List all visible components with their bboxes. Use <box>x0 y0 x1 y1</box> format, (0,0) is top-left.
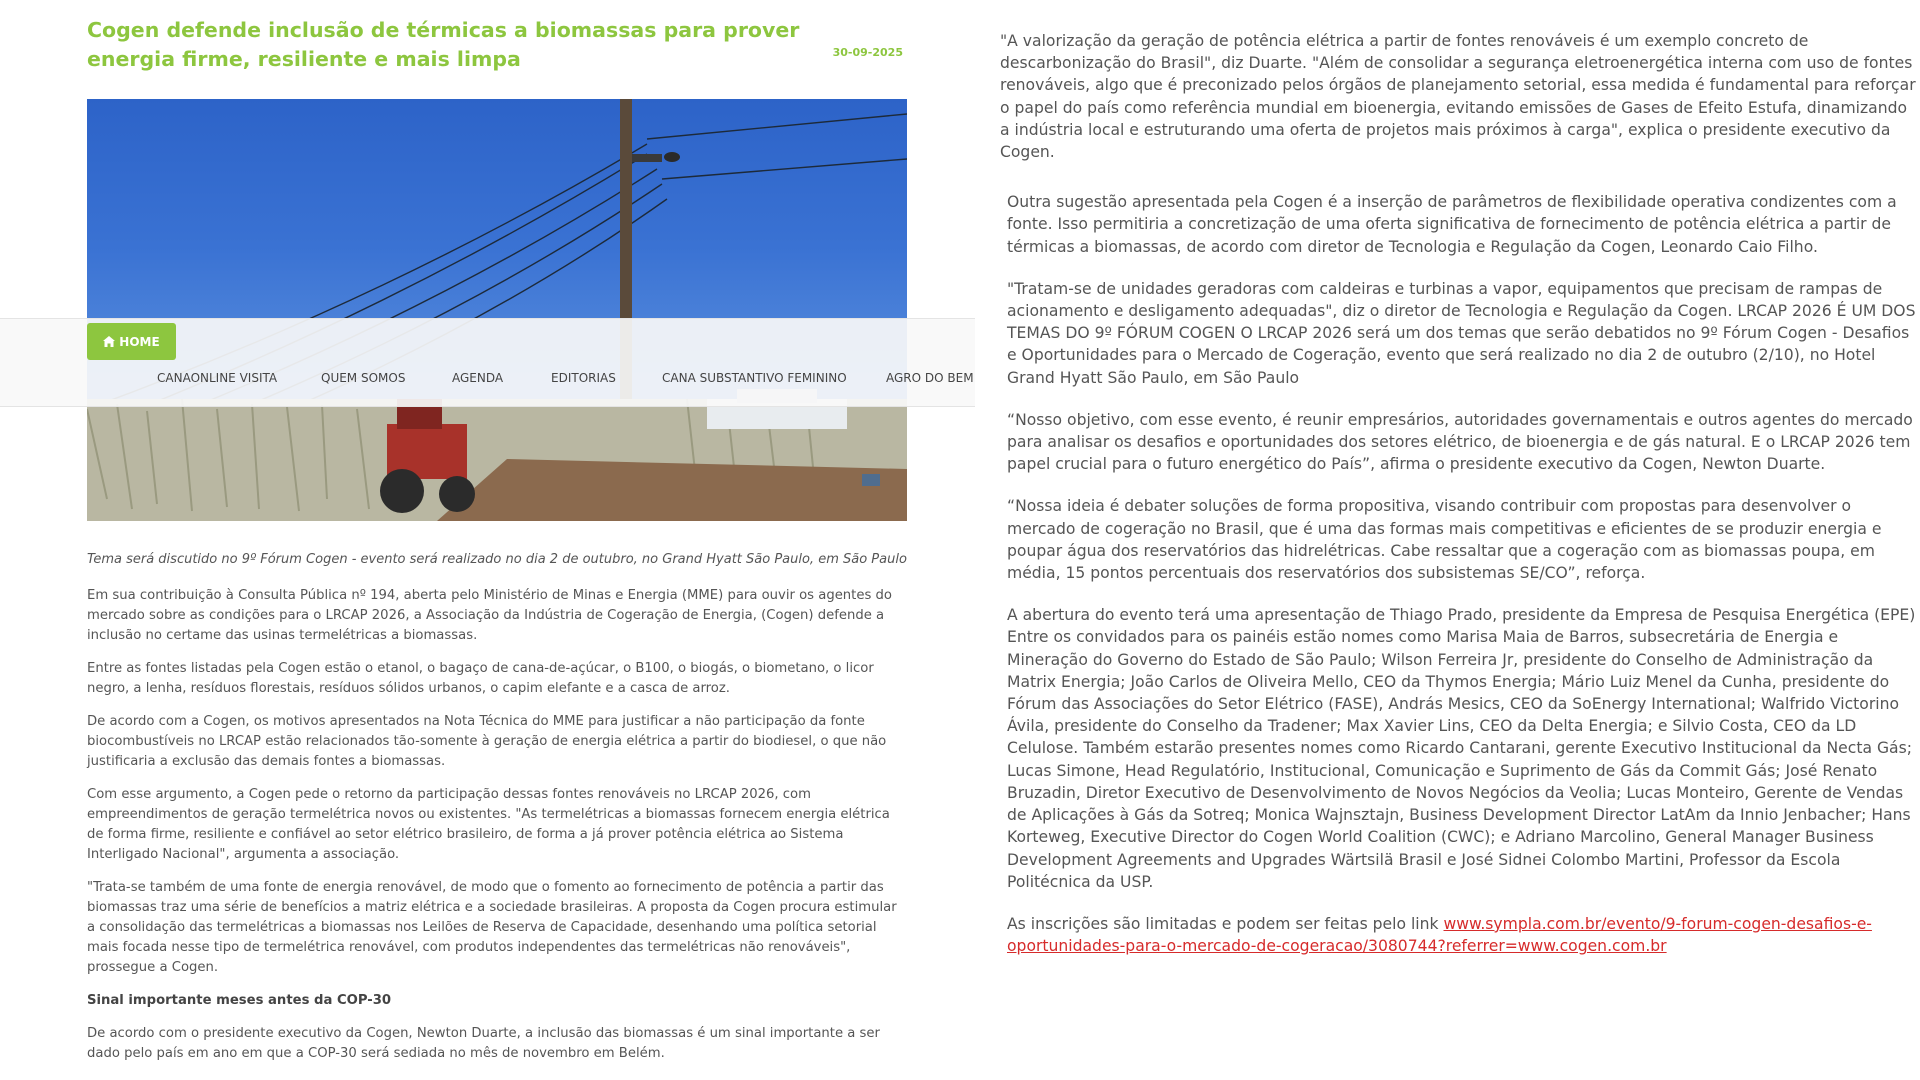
signup-paragraph <box>1007 913 1920 957</box>
home-icon <box>103 336 115 347</box>
continuation-paragraph: “Nosso objetivo, com esse evento, é reunir empresários, autoridades governamentais e outros agentes do mercado para analisar os desafios e oportunidades dos setores elétrico, de bioenergia e de gás natural. E o LRCAP 2026 tem papel crucial para o futuro energético do País”, afirma o presidente executivo da Cogen, Newton Duarte. <box>1007 410 1913 474</box>
quote-paragraph: "A valorização da geração de potência elétrica a partir de fontes renováveis é um exemplo concreto de descarbonização do Brasil", diz Duarte. "Além de consolidar a segurança eletroenergética interna com uso de fontes renováveis, algo que é preconizado pelos órgãos de planejamento setorial, essa medida é fundamental para reforçar o papel do país como referência mundial em bioenergia, evitando emissões de Gases de Efeito Estufa, dinamizando a indústria local e estruturando uma oferta de projetos mais próximos à carga", explica o presidente executivo da Cogen. <box>1000 32 1916 162</box>
continuation-block <box>1000 191 1920 957</box>
continuation-paragraph: “Nossa ideia é debater soluções de forma propositiva, visando contribuir com propostas para desenvolver o mercado de cogeração no Brasil, que é uma das formas mais competitivas e eficientes de se produzir energia e poupar água dos reservatórios das hidrelétricas. Cabe ressaltar que a cogeração com as biomassas poupa, em média, 15 pontos percentuais dos reservatórios dos subsistemas SE/CO”, reforça. <box>1007 497 1882 583</box>
photo-illustration <box>87 99 907 521</box>
article-paragraph: "Trata-se também de uma fonte de energia renovável, de modo que o fomento ao fornecimento de potência a partir das biomassas traz uma série de benefícios a matriz elétrica e a sociedade brasileiras. A proposta da Cogen procura estimular a consolidação das termelétricas a biomassas nos Leilões de Reserva de Capacidade, desenhando uma política setorial mais focada nesse tipo de termelétrica renovável, com produtos independentes das termelétricas não renováveis", prossegue a Cogen. <box>87 880 897 975</box>
article-paragraph: Entre as fontes listadas pela Cogen estão o etanol, o bagaço de cana-de-açúcar, o B100, o biogás, o biometano, o licor negro, a lenha, resíduos florestais, resíduos sólidos urbanos, o capim elefante e a casca de arroz. <box>87 661 874 696</box>
nav-item-editorias[interactable]: EDITORIAS <box>551 371 616 385</box>
continuation-paragraph: "Tratam-se de unidades geradoras com caldeiras e turbinas a vapor, equipamentos que precisam de rampas de acionamento e desligamento adequadas", diz o diretor de Tecnologia e Regulação da Cogen. LRCAP 2026 É UM DOS TEMAS DO 9º FÓRUM COGEN O LRCAP 2026 será um dos temas que serão debatidos no 9º Fórum Cogen - Desafios e Oportunidades para o Mercado de Cogeração, evento que será realizado no dia 2 de outubro (2/10), no Hotel Grand Hyatt São Paulo, em São Paulo <box>1007 279 1916 387</box>
article-continuation <box>1000 30 1920 977</box>
nav-item-quem-somos[interactable]: QUEM SOMOS <box>321 371 406 385</box>
main-navbar <box>0 318 975 407</box>
article-paragraph: Com esse argumento, a Cogen pede o retorno da participação dessas fontes renováveis no LRCAP 2026, com empreendimentos de geração termelétrica novos ou existentes. "As termelétricas a biomassas fornecem energia elétrica de forma firme, resiliente e confiável ao setor elétrico brasileiro, de forma a já prover potência elétrica ao Sistema Interligado Nacional", argumenta a associação. <box>87 787 890 862</box>
article-date: 30-09-2025 <box>832 46 903 59</box>
signup-text: As inscrições são limitadas e podem ser feitas pelo link <box>1007 914 1444 933</box>
photo-caption: Tema será discutido no 9º Fórum Cogen - evento será realizado no dia 2 de outubro, no Grand Hyatt São Paulo, em São Paulo <box>87 552 907 567</box>
nav-item-canaonline-visita[interactable]: CANAONLINE VISITA <box>157 371 278 385</box>
nav-item-agro-do-bem[interactable]: AGRO DO BEM <box>886 371 974 385</box>
article-body <box>87 586 907 1077</box>
article-paragraph: De acordo com a Cogen, os motivos apresentados na Nota Técnica do MME para justificar a não participação da fonte biocombustíveis no LRCAP estão relacionados tão-somente à geração de energia elétrica a partir do biodiesel, o que não justificaria a exclusão das demais fontes a biomassas. <box>87 714 887 769</box>
article-photo <box>87 99 907 521</box>
home-button-label: HOME <box>119 334 160 349</box>
continuation-paragraph: Outra sugestão apresentada pela Cogen é a inserção de parâmetros de flexibilidade operativa condizentes com a fonte. Isso permitiria a concretização de uma oferta significativa de fornecimento de potência elétrica a partir de térmicas a biomassas, de acordo com diretor de Tecnologia e Regulação da Cogen, Leonardo Caio Filho. <box>1007 193 1897 256</box>
home-button[interactable] <box>87 323 176 360</box>
article-paragraph: De acordo com o presidente executivo da Cogen, Newton Duarte, a inclusão das biomassas é um sinal importante a ser dado pelo país em ano em que a COP-30 será sediada no mês de novembro em Belém. <box>87 1026 880 1061</box>
nav-menu <box>0 371 975 397</box>
continuation-paragraph: A abertura do evento terá uma apresentação de Thiago Prado, presidente da Empresa de Pesquisa Energética (EPE) Entre os convidados para os painéis estão nomes como Marisa Maia de Barros, subsecretária de Energia e Mineração do Governo do Estado de São Paulo; Wilson Ferreira Jr, presidente do Conselho de Administração da Matrix Energia; João Carlos de Oliveira Mello, CEO da Thymos Energia; Mário Luiz Menel da Cunha, presidente do Fórum das Associações do Setor Elétrico (FASE), András Mesics, CEO da SoEnergy International; Walfrido Victorino Ávila, presidente do Conselho da Tradener; Max Xavier Lins, CEO da Delta Energia; e Silvio Costa, CEO da LD Celulose. Também estarão presentes nomes como Ricardo Cantarani, gerente Executivo Institucional da Necta Gás; Lucas Simone, Head Regulatório, Institucional, Comunicação e Suprimento de Gás da Commit Gás; José Renato Bruzadin, Diretor Executivo de Desenvolvimento de Novos Negócios da Veolia; Lucas Monteiro, Gerente de Vendas de Aplicações à Gás da Sotreq; Monica Wajnsztajn, Business Development Director LatAm da Innio Jenbacher; Hans Korteweg, Executive Director do Cogen World Coalition (CWC); e Adriano Marcolino, General Manager Business Development Agreements and Upgrades Wärtsilä Brasil e José Sidnei Colombo Martini, Professor da Escola Politécnica da USP. <box>1007 606 1916 891</box>
article-paragraph: Em sua contribuição à Consulta Pública nº 194, aberta pelo Ministério de Minas e Energia (MME) para ouvir os agentes do mercado sobre as condições para o LRCAP 2026, a Associação da Indústria de Cogeração de Energia, (Cogen) defende a inclusão no certame das usinas termelétricas a biomassas. <box>87 588 892 643</box>
signup-link[interactable]: www.sympla.com.br/evento/9-forum-cogen-desafios-e-oportunidades-para-o-mercado-de-cogeracao/3080744?referrer=www.cogen.com.br <box>1007 914 1872 956</box>
nav-item-agenda[interactable]: AGENDA <box>452 371 504 385</box>
article-title: Cogen defende inclusão de térmicas a biomassas para prover energia firme, resiliente e mais limpa <box>87 18 800 71</box>
article-subheading: Sinal importante meses antes da COP-30 <box>87 993 392 1008</box>
nav-item-cana-substantivo-feminino[interactable]: CANA SUBSTANTIVO FEMININO <box>662 371 847 385</box>
